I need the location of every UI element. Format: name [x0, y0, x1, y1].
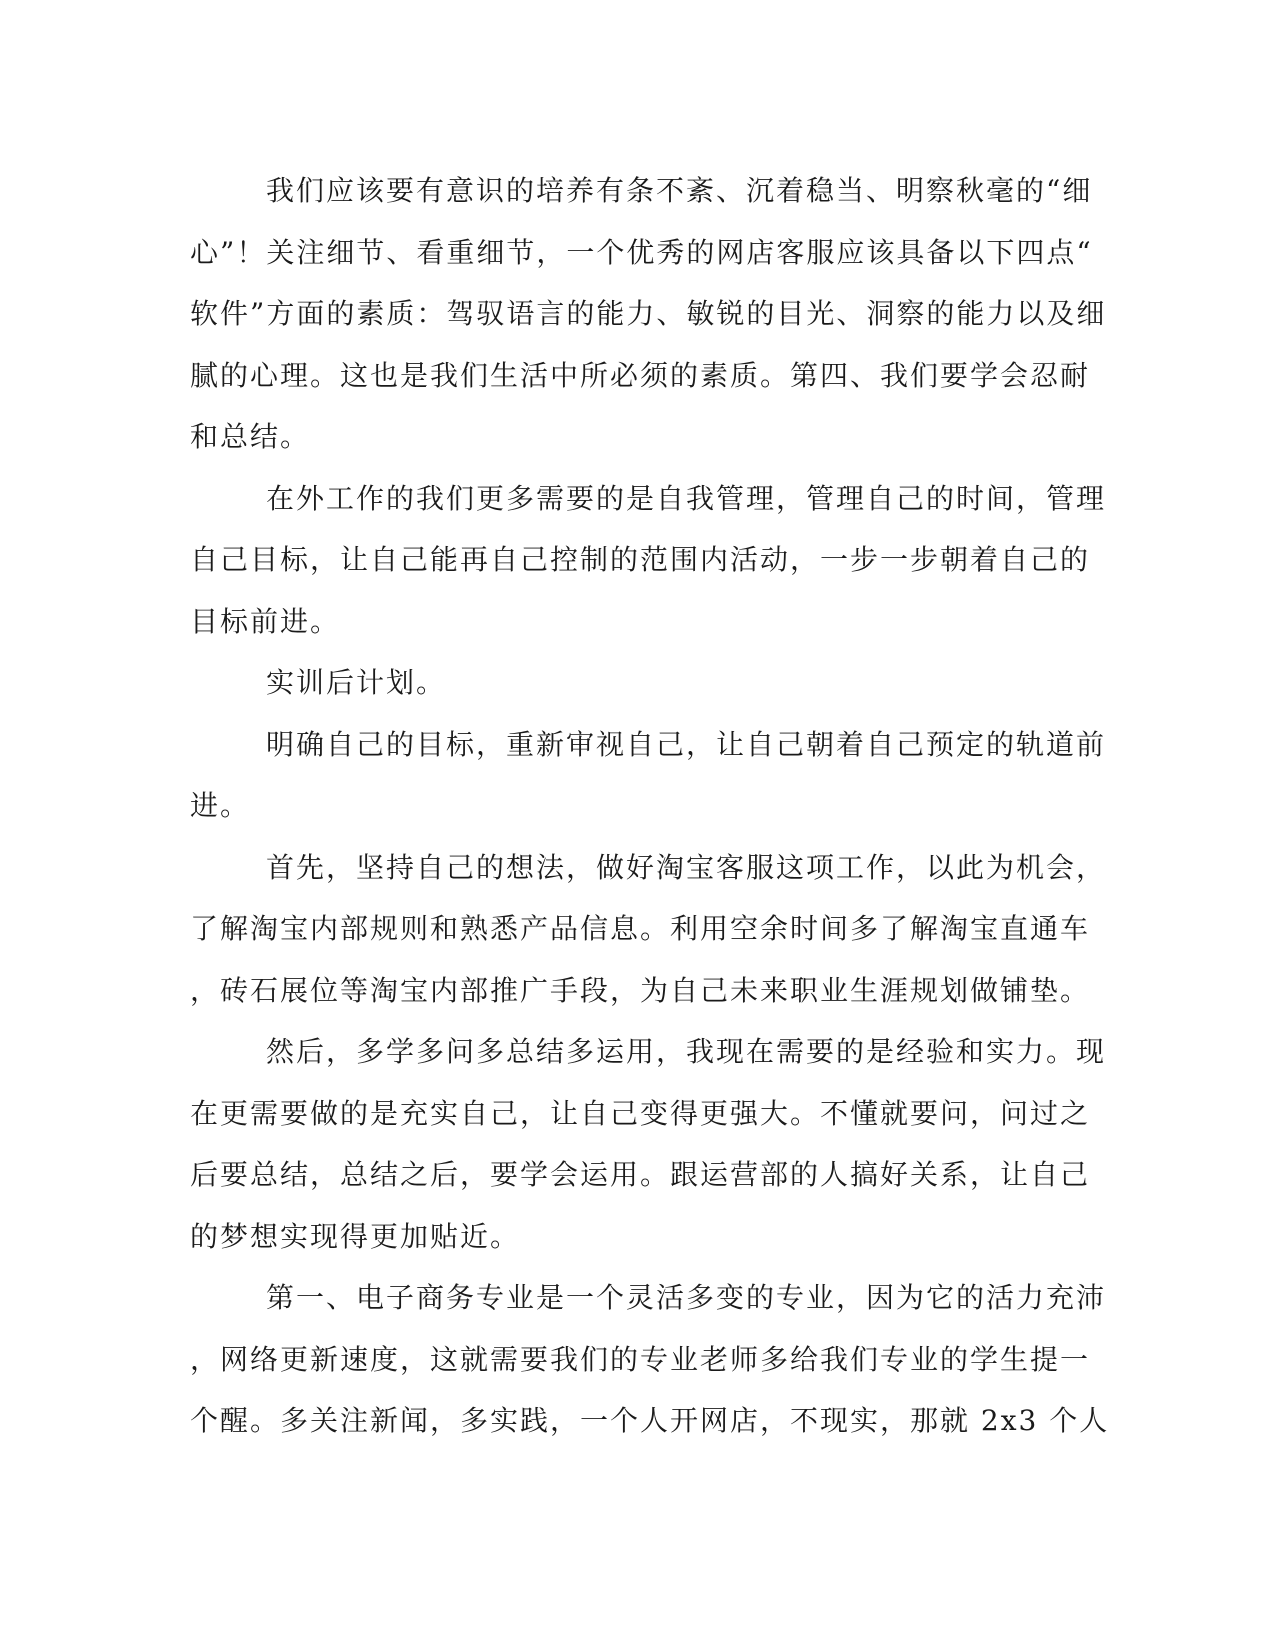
text-line: 我们应该要有意识的培养有条不紊、沉着稳当、明察秋毫的“细: [266, 174, 1093, 207]
text-line: 后要总结，总结之后，要学会运用。跟运营部的人搞好关系，让自己: [190, 1158, 1091, 1191]
text-line: ，网络更新速度，这就需要我们的专业老师多给我们专业的学生提一: [190, 1342, 1091, 1376]
text-line: 在更需要做的是充实自己，让自己变得更强大。不懂就要问，问过之: [190, 1096, 1091, 1130]
text-line: 和总结。: [190, 420, 311, 453]
text-line: 自己目标，让自己能再自己控制的范围内活动，一步一步朝着自己的: [190, 543, 1091, 576]
body-text: [190, 160, 1110, 1452]
paragraph-2: [190, 468, 1107, 653]
text-line: 第一、电子商务专业是一个灵活多变的专业，因为它的活力充沛: [266, 1281, 1107, 1314]
text-line: 心”！关注细节、看重细节，一个优秀的网店客服应该具备以下四点“: [190, 235, 1093, 269]
text-line: 的梦想实现得更加贴近。: [190, 1219, 521, 1253]
paragraph-1: [190, 160, 1107, 468]
text-line: 腻的心理。这也是我们生活中所必须的素质。第四、我们要学会忍耐: [190, 358, 1091, 392]
paragraph-5: [190, 837, 1107, 1022]
paragraph-4: [190, 714, 1107, 837]
paragraph-6: [190, 1021, 1107, 1267]
text-line: 实训后计划。: [266, 666, 447, 699]
text-line: 进。: [190, 789, 251, 822]
text-line: 了解淘宝内部规则和熟悉产品信息。利用空余时间多了解淘宝直通车: [190, 912, 1091, 945]
text-line: 在外工作的我们更多需要的是自我管理，管理自己的时间，管理: [266, 481, 1107, 515]
text-line: ，砖石展位等淘宝内部推广手段，为自己未来职业生涯规划做铺垫。: [190, 973, 1091, 1007]
text-line: 首先，坚持自己的想法，做好淘宝客服这项工作，以此为机会，: [266, 850, 1107, 884]
text-line: 明确自己的目标，重新审视自己，让自己朝着自己预定的轨道前: [266, 727, 1107, 761]
paragraph-3: [190, 652, 1080, 714]
paragraph-7: [190, 1267, 1110, 1452]
text-line: 软件”方面的素质：驾驭语言的能力、敏锐的目光、洞察的能力以及细: [190, 297, 1107, 330]
text-line: 然后，多学多问多总结多运用，我现在需要的是经验和实力。现: [266, 1035, 1107, 1068]
text-line: 个醒。多关注新闻，多实践，一个人开网店，不现实，那就 2x3 个人: [190, 1404, 1110, 1437]
text-line: 目标前进。: [190, 604, 341, 638]
